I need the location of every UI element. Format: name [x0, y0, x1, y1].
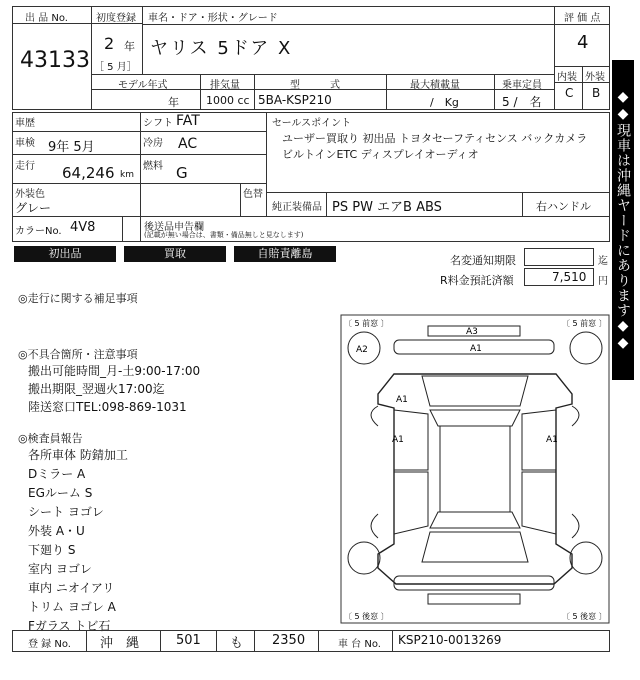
recycle-value: 7,510: [552, 270, 587, 284]
shift-value: FAT: [176, 113, 200, 129]
car-name: ヤリス 5ドア X: [150, 38, 293, 59]
sales-point-line1: ユーザー買取り 初出品 トヨタセーフティセンス バックカメラ: [282, 132, 588, 145]
sales-point-label: セールスポイント: [272, 118, 352, 129]
chassis-number: KSP210-0013269: [398, 633, 502, 647]
fuel-value: G: [176, 164, 188, 182]
ext-color-value: グレー: [15, 201, 52, 215]
reg-kana: も: [230, 636, 244, 651]
aftermarket-note: (記載が無い場合は、書類・備品無しと見なします): [144, 231, 304, 239]
shift-label: シフト: [143, 118, 173, 129]
ac-value: AC: [178, 136, 198, 152]
inspection-label: 車検: [15, 138, 35, 149]
inspector-title: ◎検査員報告: [18, 432, 83, 445]
model-year-label: モデル年式: [118, 80, 168, 91]
lot-number: 43133: [20, 48, 90, 73]
reg-class: 501: [176, 633, 201, 648]
exterior-grade: B: [592, 86, 601, 100]
interior-label: 内装: [557, 72, 577, 83]
deadline-unit: 迄: [598, 256, 608, 267]
car-name-label: 車名・ドア・形状・グレード: [148, 13, 278, 24]
first-reg-label: 初度登録: [96, 13, 136, 24]
lot-label: 出 品 No.: [25, 13, 68, 24]
aftermarket-label: 後送品申告欄: [144, 222, 204, 233]
deadline-box: [524, 248, 594, 266]
badge-buyback: 買取: [124, 246, 226, 262]
first-reg-year: 2: [104, 34, 115, 53]
capacity-label: 乗車定員: [502, 80, 542, 91]
damage-mark: A1: [470, 344, 482, 354]
history-label: 車歴: [15, 118, 35, 129]
recycle-unit: 円: [598, 276, 608, 287]
inspector-line: Fガラス トビ石: [28, 619, 111, 633]
front-window-left-label: 〔 5 前窓 〕: [344, 319, 389, 328]
recycle-label: R料金預託済額: [440, 274, 514, 287]
ext-color-label: 外装色: [15, 189, 45, 200]
type-label: 型 式: [290, 80, 340, 91]
mileage-label: 走行: [15, 161, 35, 172]
reg-number: 2350: [272, 633, 306, 648]
inspector-line: 各所車体 防錆加工: [28, 448, 128, 462]
color-no-value: 4V8: [70, 220, 96, 235]
defect-line: 陸送窓口TEL:098-869-1031: [28, 400, 187, 414]
displacement-label: 排気量: [210, 80, 240, 91]
inspector-line: トリム ヨゴレ A: [28, 600, 116, 614]
car-damage-diagram: [340, 314, 610, 624]
badge-first-listing: 初出品: [14, 246, 116, 262]
fuel-label: 燃料: [143, 161, 163, 172]
deadline-label: 名変通知期限: [450, 254, 516, 267]
reg-area: 沖 縄: [100, 636, 140, 651]
inspector-line: Dミラー A: [28, 467, 86, 481]
ac-label: 冷房: [143, 138, 163, 149]
damage-mark: A1: [392, 435, 404, 445]
defect-line: 搬出期限_翌週火17:00迄: [28, 382, 165, 396]
chassis-label: 車 台 No.: [338, 639, 381, 650]
defects-title: ◎不具合箇所・注意事項: [18, 348, 138, 361]
interior-grade: C: [565, 86, 574, 100]
steering-value: 右ハンドル: [536, 200, 591, 213]
inspector-line: 車内 ニオイアリ: [28, 581, 115, 595]
equipment-label: 純正装備品: [272, 202, 322, 213]
badge-remote-insurance: 自賠責離島: [234, 246, 336, 262]
first-reg-year-unit: 年: [124, 40, 135, 53]
damage-mark: A1: [396, 395, 408, 405]
mileage-value: 64,246: [62, 164, 115, 182]
color-change-label: 色替: [243, 189, 263, 200]
grade-label: 評 価 点: [564, 13, 601, 24]
first-reg-month: ［ 5 月］: [94, 62, 137, 73]
side-banner: ◆◆現車は沖縄ヤードにあります◆◆: [612, 60, 634, 380]
damage-mark: A1: [546, 435, 558, 445]
capacity: 5 / 名: [502, 95, 542, 109]
defect-line: 搬出可能時間_月-土9:00-17:00: [28, 364, 201, 378]
damage-mark: A3: [466, 327, 478, 337]
inspector-line: EGルーム S: [28, 486, 93, 500]
load-label: 最大積載量: [410, 80, 460, 91]
grade-value: 4: [577, 32, 589, 53]
mileage-unit: km: [120, 170, 134, 180]
driving-notes-title: ◎走行に関する補足事項: [18, 292, 138, 305]
reg-label: 登 録 No.: [28, 639, 71, 650]
equipment-value: PS PW エアB ABS: [332, 200, 442, 215]
inspection-value: 9年 5月: [48, 140, 95, 155]
color-no-label: カラーNo.: [15, 226, 62, 237]
exterior-label: 外装: [585, 72, 605, 83]
sales-point-line2: ビルトインETC ディスプレイオーディオ: [282, 148, 479, 161]
lot-label-cell: [12, 6, 92, 24]
inspector-line: 外装 A・U: [28, 524, 85, 538]
displacement: 1000 cc: [206, 94, 250, 107]
rear-window-left-label: 〔 5 後窓 〕: [344, 612, 389, 621]
rear-window-right-label: 〔 5 後窓 〕: [562, 612, 607, 621]
max-load: / Kg: [430, 96, 459, 109]
inspector-line: シート ヨゴレ: [28, 505, 104, 519]
first-reg-label-cell: [91, 6, 143, 24]
front-window-right-label: 〔 5 前窓 〕: [562, 319, 607, 328]
model-year-unit: 年: [168, 96, 179, 109]
damage-mark: A2: [356, 345, 368, 355]
model-type: 5BA-KSP210: [258, 93, 332, 107]
inspector-line: 室内 ヨゴレ: [28, 562, 92, 576]
inspector-line: 下廻り S: [28, 543, 76, 557]
